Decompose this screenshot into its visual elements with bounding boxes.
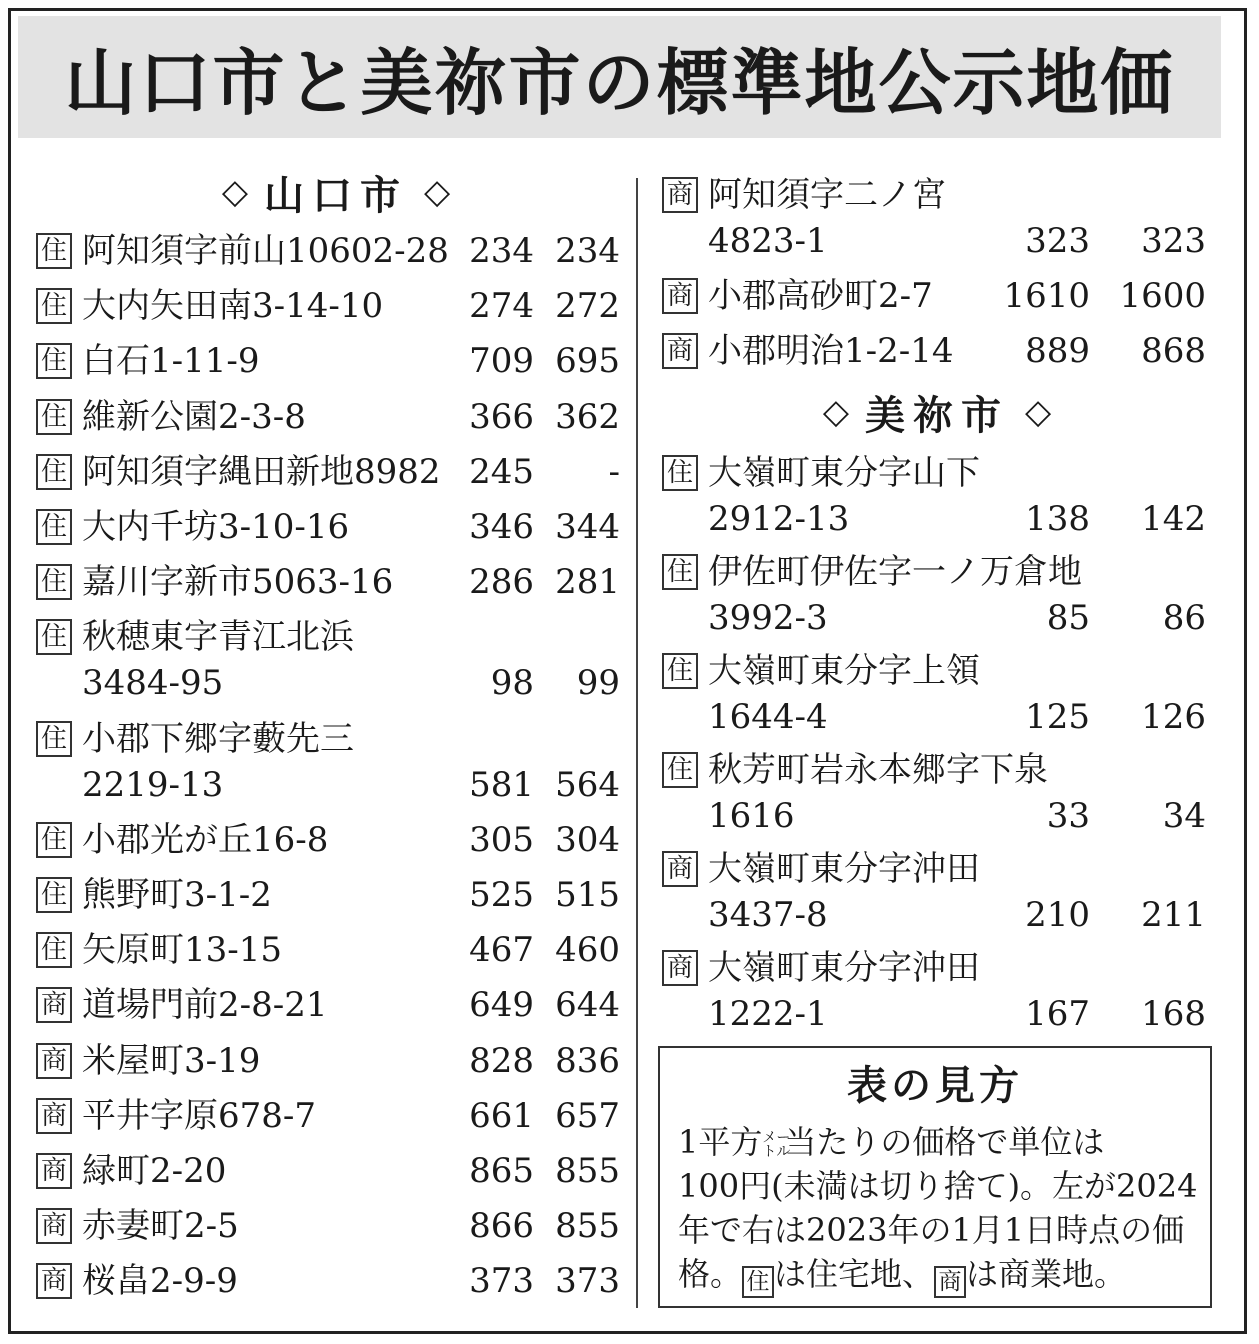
address-number: 4823-1 (708, 221, 828, 261)
price-2024: 210 (1025, 895, 1090, 935)
residential-badge: 住 (36, 399, 72, 435)
price-2024: 138 (1025, 499, 1090, 539)
legend-text: 1平方 (678, 1123, 763, 1161)
price-2024: 323 (1025, 221, 1090, 261)
price-2023: 855 (555, 1151, 620, 1191)
section-name: 美祢市 (865, 392, 1009, 439)
address-number: 1222-1 (708, 994, 828, 1034)
price-2024: 866 (469, 1206, 534, 1247)
section-heading (662, 388, 1212, 439)
legend-text: は住宅地、 (774, 1255, 935, 1293)
commercial-badge: 商 (934, 1266, 966, 1298)
price-2023: 34 (1162, 796, 1206, 836)
address: 熊野町3-1-2 (82, 875, 272, 915)
address: 小郡高砂町2-7 (708, 276, 933, 316)
price-2024: 167 (1025, 994, 1090, 1034)
section-name: 山口市 (264, 172, 408, 219)
price-2023: 211 (1141, 895, 1206, 935)
price-2024: 373 (469, 1261, 534, 1302)
address: 小郡光が丘16-8 (82, 819, 329, 860)
price-2024: 581 (469, 764, 534, 805)
legend-title: 表の見方 (847, 1063, 1023, 1109)
commercial-badge: 商 (36, 987, 72, 1023)
address: 阿知須字二ノ宮 (708, 175, 946, 215)
price-2023: 644 (555, 985, 620, 1026)
residential-badge: 住 (36, 233, 72, 269)
price-2023: 99 (576, 663, 620, 704)
price-2024: 125 (1025, 697, 1090, 737)
commercial-badge: 商 (36, 1208, 72, 1244)
address-number: 3484-95 (82, 663, 224, 704)
price-2023: 281 (555, 562, 620, 603)
address: 阿知須字前山10602-28 (82, 231, 449, 271)
address: 大嶺町東分字山下 (708, 453, 980, 493)
price-2024: 1610 (1003, 276, 1090, 316)
address: 大内矢田南3-14-10 (82, 286, 384, 327)
residential-badge: 住 (36, 288, 72, 324)
residential-badge: 住 (662, 554, 698, 590)
address-number: 3437-8 (708, 895, 828, 935)
price-2023: 855 (555, 1206, 620, 1247)
legend-line-2: 100円(未満は切り捨て)。左が2024 (678, 1167, 1198, 1205)
page-title: 山口市と美祢市の標準地公示地価 (64, 41, 1175, 125)
price-2024: 98 (490, 663, 534, 704)
residential-badge: 住 (36, 343, 72, 379)
price-2024: 889 (1025, 331, 1090, 371)
address: 桜畠2-9-9 (82, 1261, 238, 1302)
commercial-badge: 商 (662, 851, 698, 887)
commercial-badge: 商 (36, 1098, 72, 1134)
price-2023: 168 (1141, 994, 1206, 1034)
price-2023: 515 (555, 875, 620, 915)
price-2024: 709 (469, 341, 534, 382)
price-2024: 85 (1046, 598, 1090, 638)
price-2023: 1600 (1119, 276, 1206, 316)
price-2023: - (608, 451, 620, 492)
unit-top: メー (762, 1129, 791, 1146)
residential-badge: 住 (36, 454, 72, 490)
address: 赤妻町2-5 (82, 1206, 239, 1247)
residential-badge: 住 (742, 1266, 774, 1298)
price-2024: 245 (469, 451, 534, 492)
price-2024: 274 (469, 286, 534, 327)
residential-badge: 住 (36, 564, 72, 600)
title-bar (18, 16, 1221, 138)
diamond-icon: ◇ (424, 172, 451, 212)
section-heading (36, 168, 636, 219)
price-2023: 344 (555, 507, 620, 547)
address-number: 2912-13 (708, 499, 850, 539)
price-2023: 373 (555, 1261, 620, 1302)
price-2023: 868 (1141, 331, 1206, 371)
legend-text: 格。 (678, 1255, 743, 1293)
price-2024: 649 (469, 985, 534, 1026)
price-2023: 460 (555, 930, 620, 971)
price-2024: 828 (469, 1040, 534, 1081)
address: 維新公園2-3-8 (82, 396, 306, 437)
price-2024: 33 (1046, 796, 1090, 836)
address: 平井字原678-7 (82, 1095, 317, 1136)
address: 矢原町13-15 (82, 930, 283, 971)
unit-bottom: トル (762, 1143, 791, 1160)
price-2023: 234 (555, 231, 620, 271)
address: 大嶺町東分字沖田 (708, 948, 980, 988)
residential-badge: 住 (36, 619, 72, 655)
commercial-badge: 商 (662, 333, 698, 369)
address: 米屋町3-19 (82, 1040, 261, 1081)
address: 大嶺町東分字沖田 (708, 849, 980, 889)
address: 小郡明治1-2-14 (708, 331, 954, 371)
address: 秋穂東字青江北浜 (82, 617, 354, 658)
address: 道場門前2-8-21 (82, 985, 328, 1026)
price-2024: 865 (469, 1151, 534, 1191)
price-2023: 362 (555, 396, 620, 437)
price-2024: 305 (469, 819, 534, 860)
address-number: 1616 (708, 796, 795, 836)
address-number: 2219-13 (82, 764, 224, 805)
legend-text: 当たりの価格で単位は (784, 1123, 1105, 1161)
legend-text: は商業地。 (966, 1255, 1127, 1293)
commercial-badge: 商 (662, 950, 698, 986)
diamond-icon: ◇ (1025, 392, 1052, 432)
legend-line-4 (678, 1252, 1126, 1298)
diamond-icon: ◇ (221, 172, 248, 212)
address-number: 3992-3 (708, 598, 828, 638)
address-number: 1644-4 (708, 697, 828, 737)
price-2023: 304 (555, 819, 620, 860)
column-divider (636, 178, 638, 1308)
residential-badge: 住 (662, 455, 698, 491)
legend-box (658, 1046, 1212, 1308)
price-2023: 126 (1141, 697, 1206, 737)
price-2024: 234 (469, 231, 534, 271)
address: 大嶺町東分字上領 (708, 651, 980, 691)
price-2023: 323 (1141, 221, 1206, 261)
address: 嘉川字新市5063-16 (82, 562, 394, 603)
price-2024: 661 (469, 1095, 534, 1136)
price-2023: 657 (555, 1095, 620, 1136)
price-2023: 142 (1141, 499, 1206, 539)
commercial-badge: 商 (662, 177, 698, 213)
address: 伊佐町伊佐字一ノ万倉地 (708, 552, 1082, 592)
price-2024: 366 (469, 396, 534, 437)
price-2023: 86 (1162, 598, 1206, 638)
address: 秋芳町岩永本郷字下泉 (708, 750, 1048, 790)
price-2024: 286 (469, 562, 534, 603)
address: 阿知須字縄田新地8982 (82, 451, 441, 492)
diamond-icon: ◇ (822, 392, 849, 432)
legend-line-3: 年で右は2023年の1月1日時点の価 (678, 1211, 1185, 1249)
residential-badge: 住 (36, 509, 72, 545)
price-2023: 836 (555, 1040, 620, 1081)
commercial-badge: 商 (662, 278, 698, 314)
residential-badge: 住 (36, 822, 72, 858)
price-2023: 272 (555, 286, 620, 327)
address: 緑町2-20 (82, 1151, 227, 1191)
legend-line-1 (678, 1120, 1104, 1164)
price-2024: 467 (469, 930, 534, 971)
address: 大内千坊3-10-16 (82, 507, 350, 547)
commercial-badge: 商 (36, 1043, 72, 1079)
commercial-badge: 商 (36, 1153, 72, 1189)
address: 小郡下郷字藪先三 (82, 718, 354, 759)
residential-badge: 住 (36, 877, 72, 913)
commercial-badge: 商 (36, 1263, 72, 1299)
price-2024: 525 (469, 875, 534, 915)
residential-badge: 住 (662, 752, 698, 788)
price-2023: 695 (555, 341, 620, 382)
residential-badge: 住 (662, 653, 698, 689)
address: 白石1-11-9 (82, 341, 260, 382)
residential-badge: 住 (36, 932, 72, 968)
price-2024: 346 (469, 507, 534, 547)
residential-badge: 住 (36, 721, 72, 757)
unit-meter (762, 1129, 791, 1160)
price-2023: 564 (555, 764, 620, 805)
